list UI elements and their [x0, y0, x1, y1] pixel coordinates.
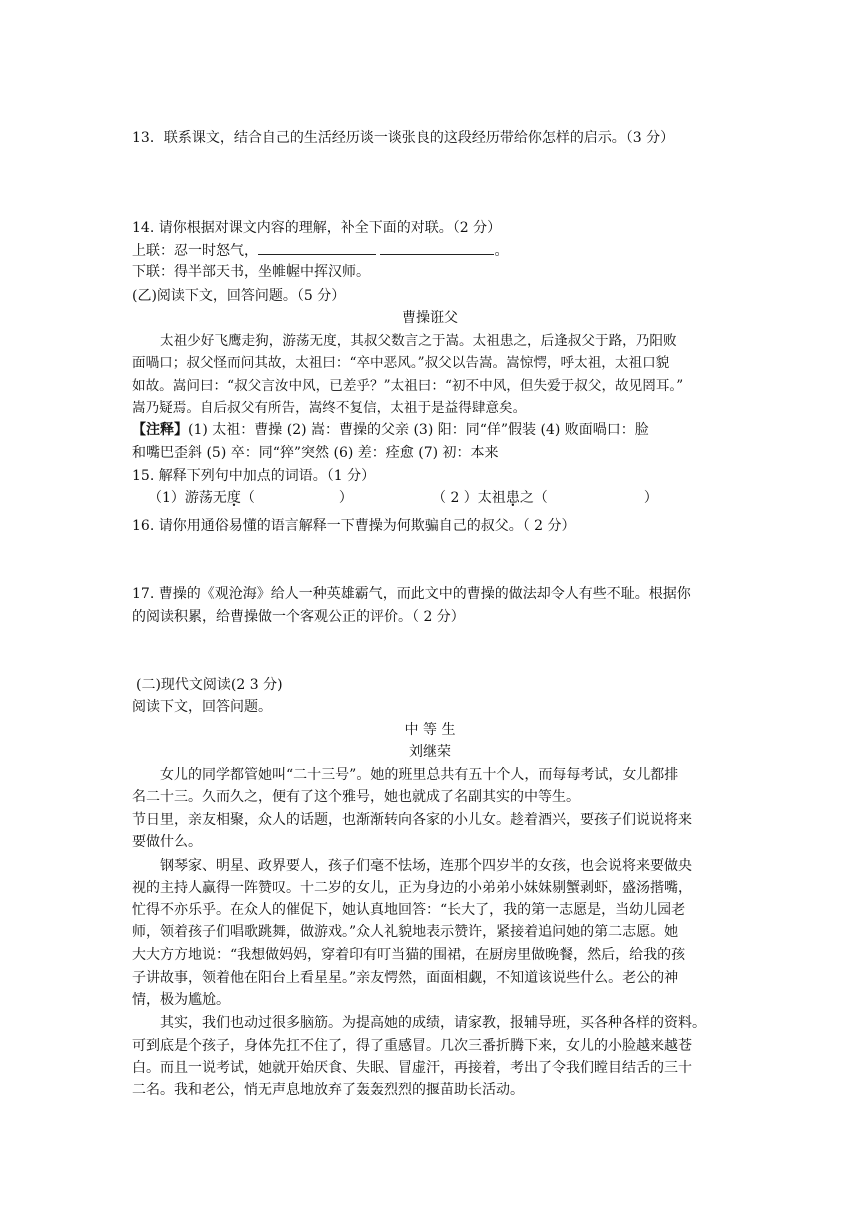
question-15-item-2 [432, 488, 658, 508]
passage-line: 面喎口；叔父怪而问其故，太祖曰：“卒中恶风。”叔父以告嵩。嵩惊愕，呼太祖，太祖口貌 [132, 355, 670, 371]
story-line: 节日里，亲友相聚，众人的话题，也渐渐转向各家的小儿女。趁着酒兴，要孩子们说说将来 [132, 812, 692, 828]
item-1-text: （1）游荡无 [148, 490, 227, 506]
passage-line: 太祖少好飞鹰走狗，游荡无度，其叔父数言之于嵩。太祖患之，后逢叔父于路，乃阳败 [160, 333, 677, 349]
question-16: 16. 请你用通俗易懂的语言解释一下曹操为何欺骗自己的叔父。（ 2 分） [132, 518, 576, 534]
story-line: 二名。我和老公，悄无声息地放弃了轰轰烈烈的揠苗助长活动。 [132, 1082, 524, 1098]
reading-intro: 阅读下文，回答问题。 [132, 699, 272, 715]
story-line: 白。而且一说考试，她就开始厌食、失眠、冒虚汗，再接着，考出了令我们瞠目结舌的三十 [132, 1060, 692, 1076]
notes-text: (1) 太祖：曹操 (2) 嵩：曹操的父亲 (3) 阳：同“佯”假装 (4) 败面喎口：脸 [188, 422, 649, 438]
passage-title: 曹操诳父 [402, 310, 458, 326]
item-2-text-post: 之（ [519, 490, 548, 506]
notes-line-2: 和嘴巴歪斜 (5) 卒：同“猝”突然 (6) 差：痊愈 (7) 初：本来 [132, 445, 499, 461]
question-15-prompt: 15. 解释下列句中加点的词语。（1 分） [132, 468, 376, 484]
question-14-prompt: 14. 请你根据对课文内容的理解，补全下面的对联。（2 分） [132, 220, 502, 236]
passage-line: 嵩乃疑焉。自后叔父有所告，嵩终不复信，太祖于是益得肆意矣。 [132, 400, 527, 416]
story-line: 子讲故事，领着他在阳台上看星星。”亲友愕然，面面相觑，不知道该说些什么。老公的神 [132, 970, 679, 986]
question-17-line-2: 的阅读积累，给曹操做一个客观公正的评价。（ 2 分） [132, 609, 465, 625]
dotted-word-huan: 患 [505, 490, 520, 506]
story-line: 视的主持人赢得一阵赞叹。十二岁的女儿，正为身边的小弟弟小妹妹剔蟹剥虾，盛汤揩嘴， [132, 880, 692, 896]
story-line: 名二十三。久而久之，便有了这个雅号，她也就成了名副其实的中等生。 [132, 789, 580, 805]
answer-blank-2 [380, 240, 494, 255]
notes-label: 【注释】 [132, 422, 188, 438]
item-1-open-paren: （ [240, 490, 255, 506]
story-line: 情，极为尴尬。 [132, 992, 230, 1008]
story-title: 中 等 生 [404, 722, 456, 738]
section-er-heading: (二)现代文阅读(2 3 分) [136, 677, 283, 693]
story-line: 女儿的同学都管她叫“二十三号”。她的班里总共有五十个人，而每每考试，女儿都排 [160, 767, 679, 783]
question-13: 13．联系课文，结合自己的生活经历谈一谈张良的这段经历带给你怎样的启示。（3 分） [132, 130, 675, 146]
notes-line-1 [132, 420, 649, 440]
item-2-text: （ 2 ）太祖 [432, 490, 506, 506]
answer-blank-1 [258, 240, 376, 255]
story-line: 大大方方地说：“我想做妈妈，穿着印有叮当猫的围裙，在厨房里做晚餐，然后，给我的孩 [132, 947, 686, 963]
question-14-lower-couplet: 下联：得半部天书，坐帷幄中挥汉师。 [132, 264, 370, 280]
upper-couplet-label: 上联：忍一时怒气， [132, 243, 258, 259]
item-1-close-paren: ） [338, 490, 353, 506]
story-author: 刘继荣 [409, 744, 451, 760]
story-line: 可到底是个孩子，身体先扛不住了，得了重感冒。几次三番折腾下来，女儿的小脸越来越苍 [132, 1038, 692, 1054]
story-line: 要做什么。 [132, 834, 202, 850]
section-yi-heading: (乙)阅读下文，回答问题。（5 分） [132, 288, 346, 304]
upper-couplet-end: 。 [494, 243, 509, 259]
item-2-close-paren: ） [643, 490, 658, 506]
story-line: 忙得不亦乐乎。在众人的催促下，她认真地回答：“长大了，我的第一志愿是，当幼儿园老 [132, 902, 686, 918]
question-17-line-1: 17. 曹操的《观沧海》给人一种英雄霸气，而此文中的曹操的做法却令人有些不耻。根据你 [132, 586, 691, 602]
story-line: 钢琴家、明星、政界要人，孩子们毫不怯场，连那个四岁半的女孩，也会说将来要做央 [160, 858, 692, 874]
question-15-item-1 [148, 488, 353, 508]
story-line: 其实，我们也动过很多脑筋。为提高她的成绩，请家教，报辅导班，买各种各样的资料。 [160, 1015, 706, 1031]
story-line: 师，领着孩子们唱歌跳舞，做游戏。”众人礼貌地表示赞许，紧接着追问她的第二志愿。她 [132, 924, 679, 940]
dotted-word-du: 度 [226, 490, 241, 506]
passage-line: 如故。嵩问曰：“叔父言汝中风，已差乎？”太祖曰：“初不中风，但失爱于叔父，故见罔耳。” [132, 378, 684, 394]
question-14-upper-couplet [132, 240, 508, 261]
